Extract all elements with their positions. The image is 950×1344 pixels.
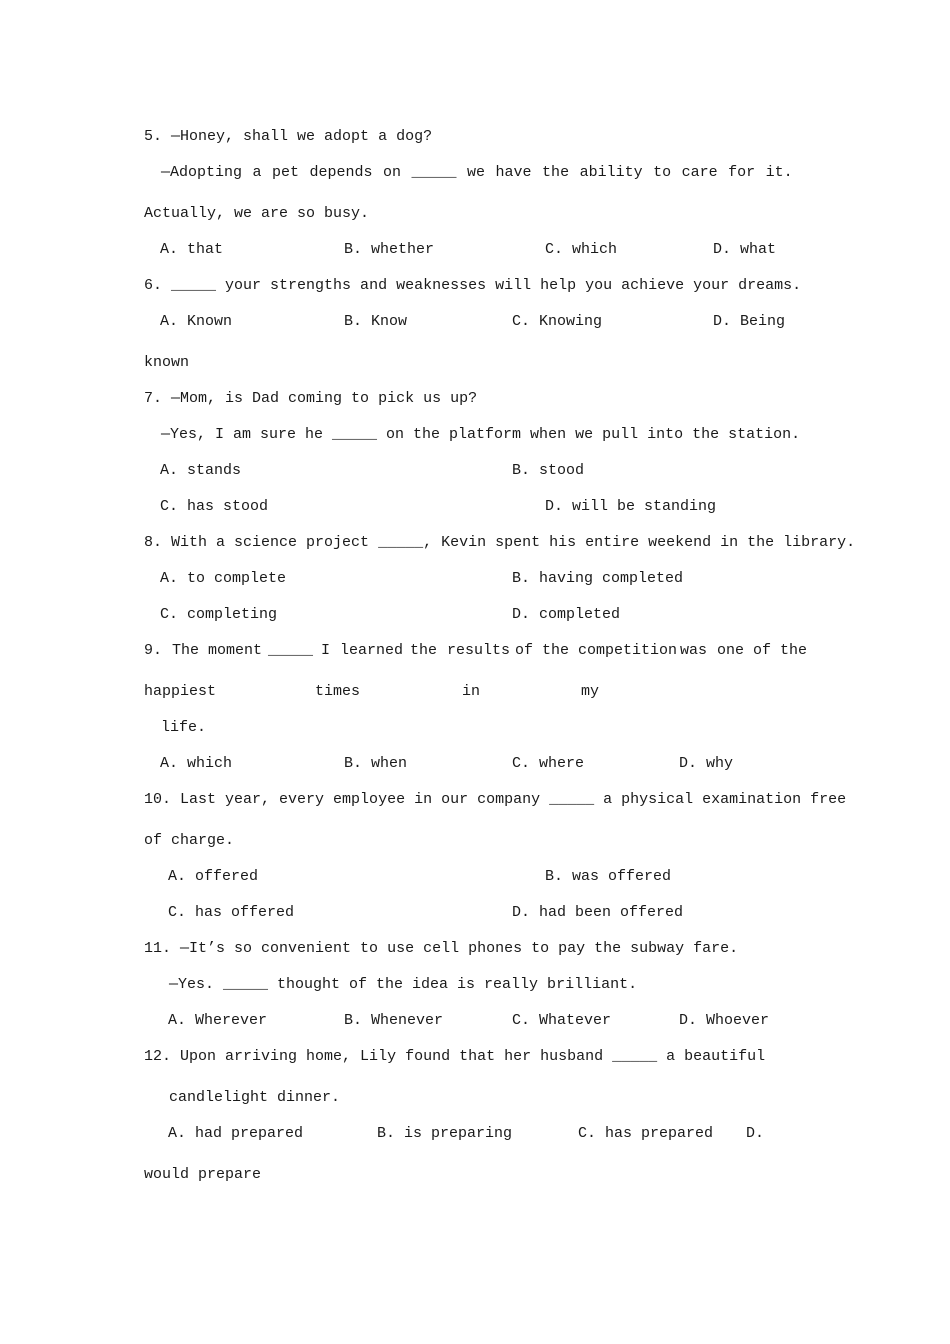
word: of — [753, 642, 772, 659]
word: I — [321, 642, 331, 659]
question-stem-line: Actually, we are so busy. — [144, 205, 370, 222]
question-stem: Last year, every employee in our company _____ a physical examination free — [180, 791, 847, 808]
option-c: C. has prepared — [578, 1125, 714, 1142]
option-a: A. to complete — [160, 570, 287, 587]
option-c: C. has offered — [168, 904, 295, 921]
question-stem-line: —Adopting a pet depends on _____ we have the ability to care for it. — [161, 164, 793, 181]
question-number: 7. — [144, 390, 163, 407]
question-number: 6. — [144, 277, 163, 294]
option-d: D. what — [713, 241, 777, 258]
word: competition — [578, 642, 678, 659]
question-stem-line: —Yes, I am sure he _____ on the platform when we pull into the station. — [161, 426, 801, 443]
option-c: C. Knowing — [512, 313, 603, 330]
option-c: C. has stood — [160, 498, 269, 515]
question-7 — [144, 390, 477, 408]
question-9-number: 9. — [144, 642, 163, 659]
word: times — [315, 683, 361, 700]
question-stem: —Honey, shall we adopt a dog? — [171, 128, 433, 145]
word: The — [172, 642, 200, 659]
question-number: 12. — [144, 1048, 172, 1065]
option-a: A. offered — [168, 868, 259, 885]
question-5 — [144, 128, 432, 146]
word: of — [515, 642, 534, 659]
question-stem: —It’s so convenient to use cell phones to pay the subway fare. — [180, 940, 739, 957]
option-a: A. stands — [160, 462, 242, 479]
option-a: A. that — [160, 241, 224, 258]
option-a: A. Known — [160, 313, 233, 330]
option-c: C. completing — [160, 606, 278, 623]
option-d: D. Whoever — [679, 1012, 770, 1029]
option-a: A. Wherever — [168, 1012, 268, 1029]
word: the — [542, 642, 570, 659]
question-number: 11. — [144, 940, 172, 957]
question-stem: —Mom, is Dad coming to pick us up? — [171, 390, 478, 407]
word: the — [410, 642, 438, 659]
option-d: D. had been offered — [512, 904, 684, 921]
option-b: B. Whenever — [344, 1012, 444, 1029]
option-b: B. is preparing — [377, 1125, 513, 1142]
word: one — [717, 642, 745, 659]
question-stem-line: —Yes. _____ thought of the idea is really brilliant. — [169, 976, 638, 993]
option-b: B. having completed — [512, 570, 684, 587]
word: the — [780, 642, 808, 659]
option-c: C. Whatever — [512, 1012, 612, 1029]
option-b: B. whether — [344, 241, 435, 258]
word: learned — [340, 642, 404, 659]
option-d: D. — [746, 1125, 765, 1142]
word: my — [581, 683, 600, 700]
question-number: 8. — [144, 534, 163, 551]
option-d: D. why — [679, 755, 734, 772]
option-d: D. completed — [512, 606, 621, 623]
question-8 — [144, 534, 855, 552]
option-d: D. Being — [713, 313, 786, 330]
option-d: D. will be standing — [545, 498, 717, 515]
word: happiest — [144, 683, 217, 700]
question-stem-line: of charge. — [144, 832, 235, 849]
question-10 — [144, 791, 846, 809]
question-stem: With a science project _____, Kevin spent his entire weekend in the library. — [171, 534, 856, 551]
answer-blank: _____ — [268, 642, 314, 659]
question-stem-line: life. — [161, 719, 207, 736]
option-c: C. which — [545, 241, 618, 258]
option-a: A. which — [160, 755, 233, 772]
option-c: C. where — [512, 755, 585, 772]
word: moment — [208, 642, 263, 659]
option-b: B. when — [344, 755, 408, 772]
option-wrap-text: would prepare — [144, 1166, 262, 1183]
option-b: B. stood — [512, 462, 585, 479]
question-stem: _____ your strengths and weaknesses will help you achieve your dreams. — [171, 277, 802, 294]
question-stem: Upon arriving home, Lily found that her husband _____ a beautiful — [180, 1048, 766, 1065]
word: in — [462, 683, 481, 700]
option-b: B. Know — [344, 313, 408, 330]
question-number: 5. — [144, 128, 163, 145]
word: results — [447, 642, 511, 659]
option-wrap-text: known — [144, 354, 190, 371]
question-11 — [144, 940, 738, 958]
question-6 — [144, 277, 801, 295]
question-number: 10. — [144, 791, 172, 808]
question-stem-line: candlelight dinner. — [169, 1089, 341, 1106]
question-12 — [144, 1048, 765, 1066]
option-b: B. was offered — [545, 868, 672, 885]
option-a: A. had prepared — [168, 1125, 304, 1142]
word: was — [680, 642, 708, 659]
